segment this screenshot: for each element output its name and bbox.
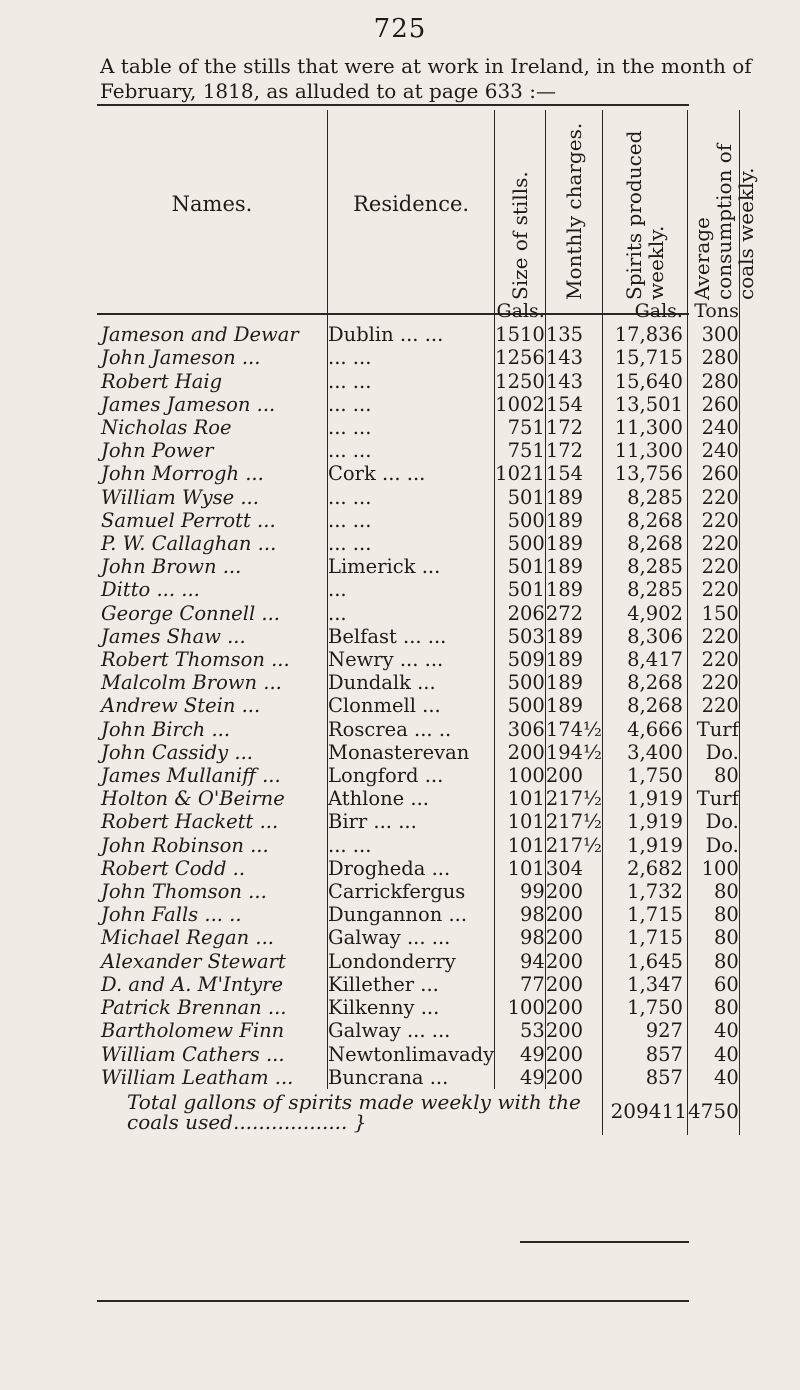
- total-label: Total gallons of spirits made weekly with the coals used.................. }: [127, 1089, 581, 1134]
- cell-name: Nicholas Roe: [97, 416, 328, 439]
- cell-name: Jameson and Dewar: [97, 323, 328, 346]
- cell-name: William Wyse ...: [97, 486, 328, 509]
- cell-residence: ... ...: [328, 346, 495, 369]
- table-row: [97, 926, 739, 949]
- cell-coals: 80: [687, 926, 739, 949]
- table-row: [97, 810, 739, 833]
- cell-produced: 8,417: [602, 648, 687, 671]
- cell-charges: 172: [545, 439, 602, 462]
- cell-charges: 189: [545, 648, 602, 671]
- cell-coals: 100: [687, 857, 739, 880]
- cell-name: Andrew Stein ...: [97, 694, 328, 717]
- cell-produced: 1,919: [602, 834, 687, 857]
- cell-produced: 11,300: [602, 439, 687, 462]
- table-row: [97, 1066, 739, 1089]
- table-row: [97, 671, 739, 694]
- cell-coals: 300: [687, 323, 739, 346]
- cell-produced: 1,645: [602, 950, 687, 973]
- cell-size: 101: [495, 834, 546, 857]
- cell-residence: Cork ... ...: [328, 462, 495, 485]
- cell-coals: 150: [687, 602, 739, 625]
- cell-produced: 3,400: [602, 741, 687, 764]
- unit-produced: Gals.: [602, 300, 687, 323]
- cell-residence: ... ...: [328, 486, 495, 509]
- table-row: [97, 880, 739, 903]
- cell-name: John Robinson ...: [97, 834, 328, 857]
- cell-coals: 220: [687, 578, 739, 601]
- cell-residence: Monasterevan: [328, 741, 495, 764]
- header-charges: Monthly charges.: [545, 110, 602, 300]
- table-row: [97, 1043, 739, 1066]
- cell-charges: 189: [545, 486, 602, 509]
- cell-produced: 8,268: [602, 671, 687, 694]
- cell-residence: Carrickfergus: [328, 880, 495, 903]
- cell-name: John Jameson ...: [97, 346, 328, 369]
- cell-residence: ... ...: [328, 532, 495, 555]
- cell-residence: Drogheda ...: [328, 857, 495, 880]
- cell-size: 509: [495, 648, 546, 671]
- cell-produced: 8,306: [602, 625, 687, 648]
- table-caption: A table of the stills that were at work in Ireland, in the month of February, 1818, as alluded to at page 633 :—: [100, 54, 752, 103]
- cell-produced: 1,732: [602, 880, 687, 903]
- cell-charges: 172: [545, 416, 602, 439]
- cell-coals: 220: [687, 555, 739, 578]
- cell-produced: 4,902: [602, 602, 687, 625]
- cell-name: James Mullaniff ...: [97, 764, 328, 787]
- cell-size: 101: [495, 810, 546, 833]
- table-row: [97, 370, 739, 393]
- cell-residence: ... ...: [328, 834, 495, 857]
- cell-produced: 8,285: [602, 578, 687, 601]
- bottom-rule: [97, 1300, 689, 1302]
- cell-residence: ... ...: [328, 416, 495, 439]
- table-row: [97, 741, 739, 764]
- header-produced: Spirits produced weekly.: [602, 110, 687, 300]
- cell-name: Robert Codd ..: [97, 857, 328, 880]
- cell-name: Patrick Brennan ...: [97, 996, 328, 1019]
- cell-produced: 17,836: [602, 323, 687, 346]
- cell-coals: 240: [687, 416, 739, 439]
- cell-residence: Birr ... ...: [328, 810, 495, 833]
- cell-name: Michael Regan ...: [97, 926, 328, 949]
- cell-coals: Do.: [687, 810, 739, 833]
- cell-charges: 154: [545, 462, 602, 485]
- cell-size: 101: [495, 857, 546, 880]
- cell-residence: ... ...: [328, 393, 495, 416]
- cell-charges: 143: [545, 346, 602, 369]
- cell-charges: 200: [545, 973, 602, 996]
- cell-name: John Birch ...: [97, 718, 328, 741]
- cell-charges: 174½: [545, 717, 602, 741]
- cell-name: William Leatham ...: [97, 1066, 328, 1089]
- cell-size: 1021: [495, 462, 545, 486]
- cell-size: 501: [495, 555, 546, 578]
- cell-charges: 200: [545, 1066, 602, 1089]
- table-row: [97, 555, 739, 578]
- cell-residence: ... ...: [328, 509, 495, 532]
- cell-produced: 8,268: [602, 532, 687, 555]
- cell-name: Robert Hackett ...: [97, 810, 328, 833]
- cell-name: James Shaw ...: [97, 625, 328, 648]
- cell-size: 98: [495, 903, 546, 926]
- header-names: Names.: [97, 110, 328, 300]
- cell-charges: 189: [545, 671, 602, 694]
- unit-consumption: Tons: [687, 300, 739, 323]
- cell-produced: 15,715: [602, 346, 687, 369]
- cell-produced: 15,640: [602, 370, 687, 393]
- unit-size: Gals.: [496, 300, 545, 322]
- cell-charges: 189: [545, 578, 602, 601]
- cell-size: 500: [495, 509, 546, 532]
- table-row: [97, 718, 739, 741]
- cell-charges: 200: [545, 1019, 602, 1042]
- cell-coals: 220: [687, 671, 739, 694]
- cell-size: 500: [495, 532, 546, 555]
- cell-produced: 1,347: [602, 973, 687, 996]
- cell-produced: 1,715: [602, 926, 687, 949]
- cell-size: 500: [495, 694, 546, 717]
- cell-coals: 220: [687, 486, 739, 509]
- cell-name: D. and A. M'Intyre: [97, 973, 328, 996]
- cell-coals: 220: [687, 509, 739, 532]
- cell-name: Bartholomew Finn: [97, 1019, 328, 1042]
- cell-coals: 60: [687, 973, 739, 996]
- cell-produced: 4,666: [602, 718, 687, 741]
- cell-name: Alexander Stewart: [97, 950, 328, 973]
- stills-table: [97, 110, 759, 1135]
- table-row: [97, 462, 739, 485]
- cell-coals: Do.: [687, 741, 739, 764]
- table-row: [97, 787, 739, 810]
- cell-residence: Athlone ...: [328, 787, 495, 810]
- cell-coals: 40: [687, 1066, 739, 1089]
- cell-residence: Belfast ... ...: [328, 625, 495, 648]
- cell-produced: 8,285: [602, 486, 687, 509]
- cell-size: 751: [495, 416, 546, 439]
- cell-size: 306: [495, 718, 546, 741]
- cell-coals: 220: [687, 694, 739, 717]
- cell-coals: 280: [687, 346, 739, 369]
- cell-name: Robert Thomson ...: [97, 648, 328, 671]
- table-row: [97, 834, 739, 857]
- cell-produced: 8,268: [602, 509, 687, 532]
- cell-residence: Longford ...: [328, 764, 495, 787]
- cell-name: John Brown ...: [97, 555, 328, 578]
- cell-residence: ...: [328, 578, 495, 601]
- cell-name: John Thomson ...: [97, 880, 328, 903]
- cell-coals: 240: [687, 439, 739, 462]
- cell-coals: 80: [687, 950, 739, 973]
- cell-charges: 200: [545, 950, 602, 973]
- cell-charges: 189: [545, 509, 602, 532]
- cell-coals: 80: [687, 764, 739, 787]
- cell-charges: 189: [545, 532, 602, 555]
- cell-charges: 217½: [545, 810, 602, 834]
- cell-coals: 220: [687, 625, 739, 648]
- table-row: [97, 393, 739, 416]
- cell-residence: Clonmell ...: [328, 694, 495, 717]
- cell-charges: 217½: [545, 787, 602, 811]
- table-row: [97, 1019, 739, 1042]
- cell-size: 500: [495, 671, 546, 694]
- table-row: [97, 973, 739, 996]
- cell-size: 1002: [495, 392, 545, 416]
- cell-charges: 200: [545, 903, 602, 926]
- cell-produced: 1,750: [602, 996, 687, 1019]
- cell-coals: 40: [687, 1019, 739, 1042]
- cell-produced: 11,300: [602, 416, 687, 439]
- cell-produced: 2,682: [602, 857, 687, 880]
- cell-name: John Morrogh ...: [97, 462, 328, 485]
- cell-coals: 280: [687, 370, 739, 393]
- cell-name: John Cassidy ...: [97, 741, 328, 764]
- cell-produced: 857: [602, 1043, 687, 1066]
- cell-residence: ...: [328, 602, 495, 625]
- cell-residence: Newtonlimavady: [328, 1042, 495, 1066]
- cell-size: 49: [495, 1066, 546, 1089]
- table-row: [97, 416, 739, 439]
- cell-size: 503: [495, 625, 546, 648]
- cell-charges: 135: [545, 323, 602, 346]
- table-row: [97, 323, 739, 346]
- table-row: [97, 578, 739, 601]
- table-row: [97, 486, 739, 509]
- cell-charges: 154: [545, 393, 602, 416]
- cell-residence: Newry ... ...: [328, 648, 495, 671]
- cell-size: 751: [495, 439, 546, 462]
- cell-produced: 1,750: [602, 764, 687, 787]
- cell-coals: 260: [687, 462, 739, 485]
- cell-produced: 13,501: [602, 393, 687, 416]
- cell-name: James Jameson ...: [97, 393, 328, 416]
- cell-coals: 80: [687, 903, 739, 926]
- cell-size: 77: [495, 973, 546, 996]
- cell-coals: 80: [687, 996, 739, 1019]
- cell-produced: 1,919: [602, 787, 687, 810]
- cell-size: 1250: [495, 369, 545, 393]
- cell-name: Samuel Perrott ...: [97, 509, 328, 532]
- table-row: [97, 509, 739, 532]
- cell-charges: 143: [545, 370, 602, 393]
- total-coals: 4750: [687, 1089, 739, 1135]
- cell-coals: Do.: [687, 834, 739, 857]
- cell-size: 1510: [495, 323, 545, 347]
- cell-size: 53: [495, 1019, 546, 1042]
- table-row: [97, 439, 739, 462]
- cell-size: 94: [495, 950, 546, 973]
- cell-residence: Killether ...: [328, 973, 495, 996]
- table-row: [97, 857, 739, 880]
- cell-size: 101: [495, 787, 546, 810]
- cell-residence: Buncrana ...: [328, 1066, 495, 1089]
- header-row: [97, 110, 739, 300]
- cell-charges: 272: [545, 602, 602, 625]
- cell-charges: 189: [545, 555, 602, 578]
- cell-charges: 217½: [545, 833, 602, 857]
- cell-coals: 220: [687, 532, 739, 555]
- cell-charges: 200: [545, 996, 602, 1019]
- cell-residence: Galway ... ...: [328, 926, 495, 949]
- cell-charges: 200: [545, 880, 602, 903]
- table-row: [97, 903, 739, 926]
- header-consumption: Average consumption of coals weekly.: [687, 110, 739, 300]
- cell-charges: 200: [545, 764, 602, 787]
- cell-size: 49: [495, 1043, 546, 1066]
- cell-produced: 1,919: [602, 810, 687, 833]
- cell-residence: ... ...: [328, 439, 495, 462]
- cell-size: 501: [495, 486, 546, 509]
- cell-name: Holton & O'Beirne: [97, 787, 328, 810]
- cell-residence: Dundalk ...: [328, 671, 495, 694]
- cell-residence: Dungannon ...: [328, 903, 495, 926]
- cell-size: 501: [495, 578, 546, 601]
- table-row: [97, 694, 739, 717]
- cell-name: Ditto ... ...: [97, 578, 328, 601]
- cell-name: P. W. Callaghan ...: [97, 532, 328, 555]
- cell-coals: 260: [687, 393, 739, 416]
- cell-residence: Limerick ...: [328, 555, 495, 578]
- cell-name: John Power: [97, 439, 328, 462]
- cell-produced: 857: [602, 1066, 687, 1089]
- cell-coals: 40: [687, 1043, 739, 1066]
- cell-produced: 1,715: [602, 903, 687, 926]
- cell-residence: Dublin ... ...: [328, 323, 495, 346]
- cell-residence: Galway ... ...: [328, 1019, 495, 1042]
- cell-name: John Falls ... ..: [97, 903, 328, 926]
- header-residence: Residence.: [328, 110, 495, 300]
- cell-produced: 13,756: [602, 462, 687, 485]
- cell-residence: Londonderry: [328, 950, 495, 973]
- cell-residence: Kilkenny ...: [328, 996, 495, 1019]
- cell-charges: 304: [545, 857, 602, 880]
- cell-coals: 80: [687, 880, 739, 903]
- total-produced: 209411: [602, 1089, 687, 1135]
- table-row: [97, 532, 739, 555]
- cell-size: 98: [495, 926, 546, 949]
- table-row: [97, 996, 739, 1019]
- table-row: [97, 602, 739, 625]
- cell-charges: 194½: [545, 740, 602, 764]
- cell-size: 200: [495, 741, 546, 764]
- cell-residence: Roscrea ... ..: [328, 718, 495, 741]
- cell-charges: 200: [545, 926, 602, 949]
- cell-name: Robert Haig: [97, 370, 328, 393]
- cell-residence: ... ...: [328, 370, 495, 393]
- cell-size: 1256: [495, 346, 545, 370]
- cell-charges: 189: [545, 625, 602, 648]
- cell-size: 99: [495, 880, 546, 903]
- units-row: [97, 300, 739, 323]
- cell-charges: 189: [545, 694, 602, 717]
- total-rule: [520, 1241, 689, 1243]
- cell-produced: 8,285: [602, 555, 687, 578]
- cell-name: George Connell ...: [97, 602, 328, 625]
- cell-coals: Turf: [687, 787, 739, 810]
- cell-name: William Cathers ...: [97, 1043, 328, 1066]
- table-row: [97, 648, 739, 671]
- cell-size: 206: [495, 602, 546, 625]
- cell-produced: 8,268: [602, 694, 687, 717]
- page-number: 725: [373, 14, 427, 44]
- cell-charges: 200: [545, 1043, 602, 1066]
- table-row: [97, 950, 739, 973]
- table-row: [97, 346, 739, 369]
- cell-produced: 927: [602, 1019, 687, 1042]
- top-rule: [97, 104, 689, 106]
- cell-size: 100: [495, 764, 546, 787]
- table-row: [97, 764, 739, 787]
- cell-name: Malcolm Brown ...: [97, 671, 328, 694]
- cell-coals: Turf: [687, 718, 739, 741]
- header-size: Size of stills.: [495, 110, 546, 300]
- cell-coals: 220: [687, 648, 739, 671]
- total-row: [97, 1089, 739, 1135]
- cell-size: 100: [495, 996, 546, 1019]
- table-row: [97, 625, 739, 648]
